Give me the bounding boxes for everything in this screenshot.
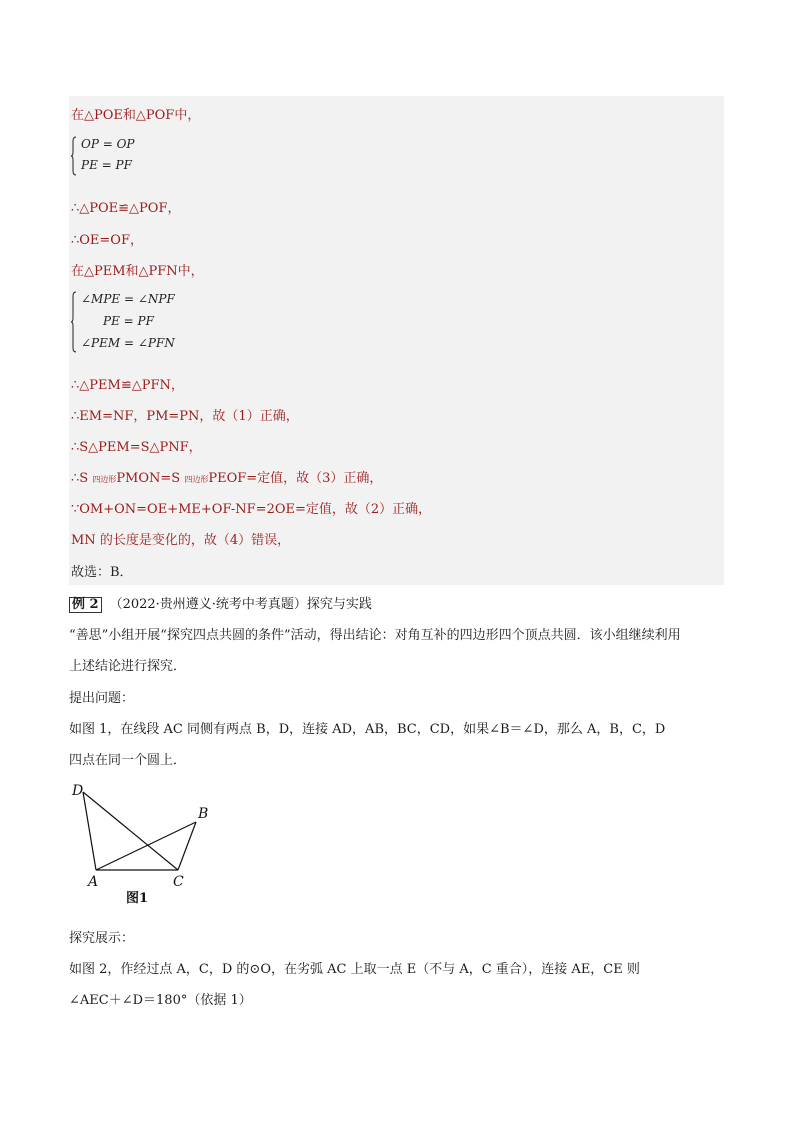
equation-system-1 bbox=[71, 136, 271, 176]
paragraph-line: 如图 1，在线段 AC 同侧有两点 B，D，连接 AD，AB，BC，CD，如果∠B＝∠D，那么 A，B，C，D bbox=[69, 722, 666, 737]
equation: PE = PF bbox=[103, 314, 154, 328]
label-C: C bbox=[173, 874, 184, 890]
equation: ∠PEM = ∠PFN bbox=[81, 336, 175, 350]
label-A: A bbox=[88, 874, 99, 890]
paragraph-line: 如图 2，作经过点 A，C，D 的⊙O，在劣弧 AC 上取一点 E（不与 A，C 重合），连接 AE，CE 则 bbox=[69, 962, 640, 977]
text-fragment: PMON=S bbox=[116, 471, 185, 486]
figure-1-diagram bbox=[60, 778, 230, 908]
paragraph-line: 四点在同一个圆上． bbox=[69, 753, 187, 768]
solution-line: ∴EM=NF，PM=PN，故（1）正确， bbox=[71, 409, 299, 424]
equation: OP = OP bbox=[81, 137, 135, 151]
paragraph-line: “善思”小组开展“探究四点共圆的条件”活动，得出结论：对角互补的四边形四个顶点共圆．该小组继续利用 bbox=[69, 628, 681, 643]
solution-line: ∴△PEM≌△PFN， bbox=[71, 378, 184, 393]
segment-DC bbox=[83, 792, 178, 870]
equation-system-2 bbox=[71, 291, 271, 353]
label-B: B bbox=[198, 806, 209, 822]
subscript: 四边形 bbox=[184, 475, 209, 484]
solution-line: ∵OM+ON=OE+ME+OF-NF=2OE=定值，故（2）正确， bbox=[71, 502, 432, 517]
equation: PE = PF bbox=[81, 158, 132, 172]
solution-line: ∴OE=OF， bbox=[71, 233, 143, 248]
example-tag: 例 2 bbox=[69, 597, 102, 613]
subscript: 四边形 bbox=[92, 475, 117, 484]
solution-line: 在△PEM和△PFN中， bbox=[71, 264, 204, 279]
text-fragment: PEOF=定值，故（3）正确， bbox=[208, 471, 383, 486]
solution-line: ∴S△PEM=S△PNF， bbox=[71, 440, 202, 455]
label-D: D bbox=[72, 783, 84, 799]
solution-answer: 故选：B． bbox=[71, 565, 133, 580]
section-heading: 探究展示： bbox=[69, 931, 135, 946]
solution-line: ∴△POE≌△POF， bbox=[71, 201, 181, 216]
section-heading: 提出问题： bbox=[69, 691, 135, 706]
solution-line: MN 的长度是变化的，故（4）错误， bbox=[71, 533, 291, 548]
example-header bbox=[69, 593, 372, 613]
solution-block bbox=[69, 96, 724, 585]
brace-icon bbox=[71, 291, 77, 353]
example-source: （2022·贵州遵义·统考中考真题）探究与实践 bbox=[109, 597, 372, 612]
paragraph-line: ∠AEC＋∠D＝180°（依据 1） bbox=[69, 993, 252, 1008]
paragraph-line: 上述结论进行探究． bbox=[69, 659, 187, 674]
figure-caption: 图1 bbox=[126, 891, 149, 906]
brace-icon bbox=[71, 136, 77, 176]
text-fragment: ∴S bbox=[71, 471, 93, 486]
equation: ∠MPE = ∠NPF bbox=[81, 292, 175, 306]
solution-line: 在△POE和△POF中， bbox=[71, 108, 201, 123]
solution-line bbox=[71, 467, 382, 486]
segment-DA bbox=[83, 792, 96, 870]
